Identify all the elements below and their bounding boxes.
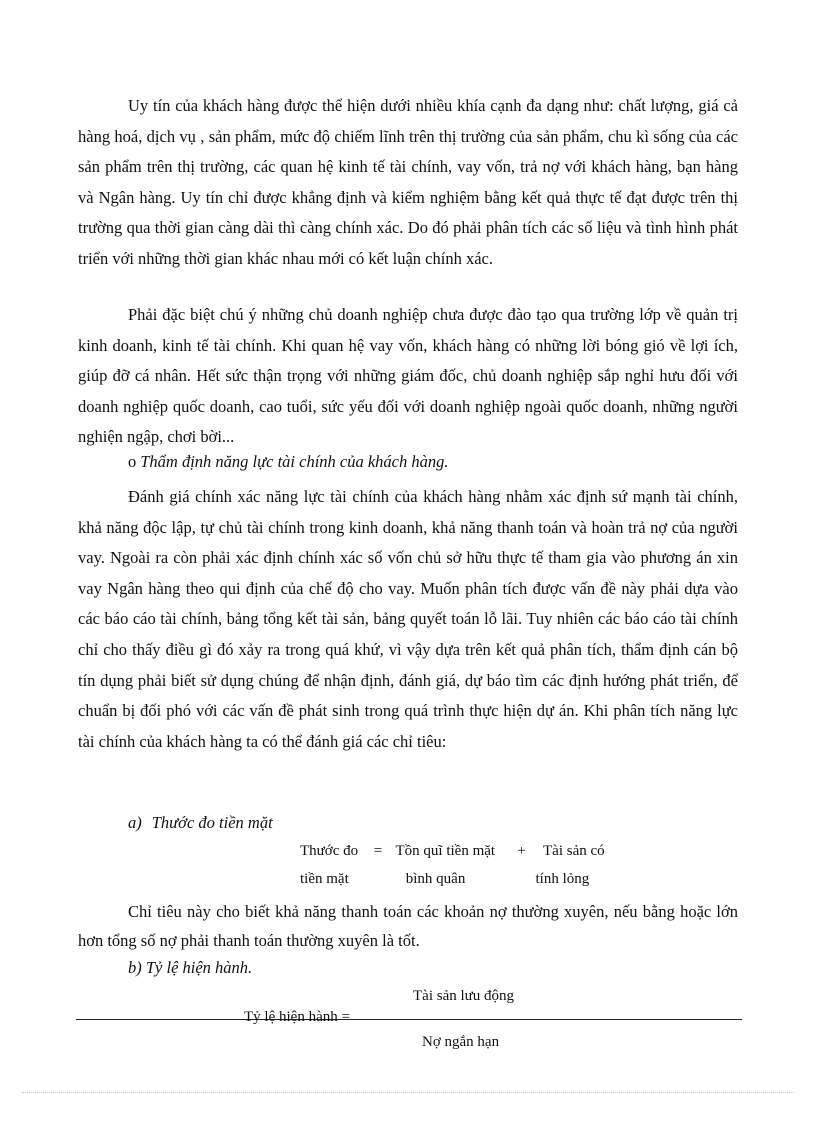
formula-cash-plus: + <box>517 843 526 859</box>
paragraph-customer-reputation: Uy tín của khách hàng được thể hiện dưới nhiều khía cạnh đa dạng như: chất lượng, giá cả hàng hoá, dịch vụ , sản phẩm, mức độ chiếm lĩnh trên thị trường của sản phẩm, chu kì sống của các sản phẩm trên thị trường, các quan hệ kinh tế tài chính, vay vốn, trả nợ với khách hàng, bạn hàng và Ngân hàng. Uy tín chỉ được khẳng định và kiểm nghiệm bằng kết quả thực tế đạt được trên thị trường qua thời gian càng dài thì càng chính xác. Do đó phải phân tích các số liệu và tình hình phát triển với những thời gian khác nhau mới có kết luận chính xác. <box>78 96 738 268</box>
formula-current-ratio-lhs: Tỷ lệ hiện hành = <box>244 1009 350 1025</box>
formula-cash-lhs: Thước đo <box>300 843 359 859</box>
paragraph-business-owner-caution: Phải đặc biệt chú ý những chủ doanh nghiệp chưa được đào tạo qua trường lớp về quản trị kinh doanh, kinh tế tài chính. Khi quan hệ vay vốn, khách hàng có những lời bóng gió về lợi ích, giúp đỡ cá nhân. Hết sức thận trọng với những giám đốc, chủ doanh nghiệp sắp nghỉ hưu đối với doanh nghiệp quốc doanh, cao tuổi, sức yếu đối với doanh nghiệp ngoài quốc doanh, những người nghiện ngập, chơi bời... <box>78 305 738 447</box>
formula-fraction-line <box>76 1019 742 1020</box>
heading-cash-measure <box>128 813 273 833</box>
formula-current-ratio-numerator: Tài sản lưu động <box>413 988 515 1004</box>
formula-current-ratio-denominator: Nợ ngắn hạn <box>422 1034 500 1050</box>
paragraph-cash-measure-explanation: Chỉ tiêu này cho biết khả năng thanh toán các khoản nợ thường xuyên, nếu bằng hoặc lớn hơn tổng số nợ phải thanh toán thường xuyên là tốt. <box>78 902 738 950</box>
formula-cash-row2 <box>300 871 589 888</box>
heading-financial-capacity <box>128 452 449 472</box>
formula-cash-term2-line2: tính lỏng <box>535 871 590 887</box>
heading-financial-capacity-text: Thẩm định năng lực tài chính của khách hàng. <box>140 452 449 471</box>
formula-cash-lhs-line2: tiền mặt <box>300 871 349 887</box>
formula-cash-term1: Tồn quĩ tiền mặt <box>395 843 496 859</box>
bullet-icon: o <box>128 452 137 471</box>
heading-cash-measure-label: a) <box>128 813 142 832</box>
formula-cash-equals: = <box>373 843 383 859</box>
page-bottom-divider <box>22 1092 794 1093</box>
paragraph-financial-assessment: Đánh giá chính xác năng lực tài chính của khách hàng nhằm xác định sứ mạnh tài chính, khả năng độc lập, tự chủ tài chính trong kinh doanh, khả năng thanh toán và hoàn trả nợ của người vay. Ngoài ra còn phải xác định chính xác số vốn chủ sở hữu thực tế tham gia vào phương án xin vay Ngân hàng theo qui định của chế độ cho vay. Muốn phân tích được vấn đề này phải dựa vào các báo cáo tài chính, bảng tổng kết tài sản, bảng quyết toán lỗ lãi. Tuy nhiên các báo cáo tài chính chỉ cho thấy điều gì đó xảy ra trong quá khứ, vì vậy dựa trên kết quả phân tích, thẩm định cán bộ tín dụng phải biết sử dụng chúng để nhận định, đánh giá, dự báo tìm các định hướng phát triển, để chuẩn bị đối phó với các vấn đề phát sinh trong quá trình thực hiện dự án. Khi phân tích năng lực tài chính của khách hàng ta có thể đánh giá các chỉ tiêu: <box>78 487 738 751</box>
formula-cash-term1-line2: bình quân <box>405 871 466 887</box>
heading-cash-measure-title: Thước đo tiền mặt <box>151 813 273 832</box>
heading-current-ratio: b) Tỷ lệ hiện hành. <box>128 958 253 977</box>
formula-cash-term2: Tài sản có <box>543 843 605 859</box>
formula-cash-row1 <box>300 843 605 860</box>
